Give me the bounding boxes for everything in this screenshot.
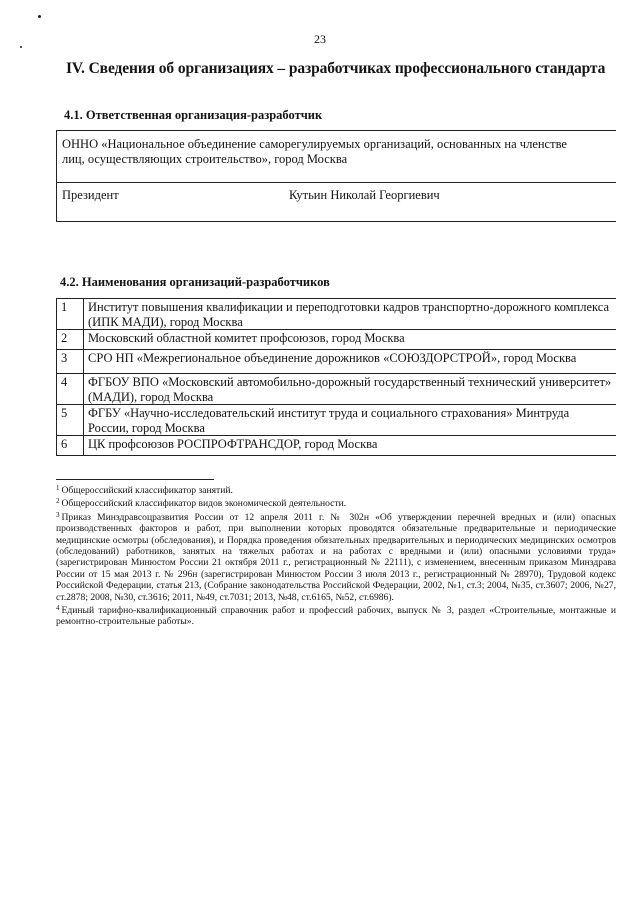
footnote-mark: 4 xyxy=(56,604,60,613)
org-name: ФГБОУ ВПО «Московский автомобильно-дорожный государственный технический университет» (МАДИ), город Москва xyxy=(84,374,617,405)
org-name: ФГБУ «Научно-исследовательский институт труда и социального страхования» Минтруда России, город Москва xyxy=(84,405,617,436)
table-row xyxy=(57,374,617,405)
row-number: 6 xyxy=(57,436,84,456)
president-name: Кутьин Николай Георгиевич xyxy=(289,188,440,202)
row-number: 5 xyxy=(57,405,84,436)
org-name: СРО НП «Межрегиональное объединение дорожников «СОЮЗДОРСТРОЙ», город Москва xyxy=(84,350,617,374)
org-name: ЦК профсоюзов РОСПРОФТРАНСДОР, город Москва xyxy=(84,436,617,456)
row-number: 4 xyxy=(57,374,84,405)
table-row xyxy=(57,299,617,330)
developers-heading: 4.2. Наименования организаций-разработчиков xyxy=(60,275,330,289)
org-name: Московский областной комитет профсоюзов, город Москва xyxy=(84,330,617,350)
section-title: IV. Сведения об организациях – разработчиках профессионального стандарта xyxy=(66,60,606,77)
scan-speck xyxy=(38,15,41,18)
page-number: 23 xyxy=(314,32,326,46)
row-number: 2 xyxy=(57,330,84,350)
table-row xyxy=(57,330,617,350)
footnote-text: Общероссийский классификатор видов экономической деятельности. xyxy=(61,498,347,510)
footnote xyxy=(56,483,616,496)
footnote-separator xyxy=(56,479,214,480)
footnote-text: Приказ Минздравсоцразвития России от 12 апреля 2011 г. № 302н «Об утверждении перечней вредных и (или) опасных производственных факторов и работ, при выполнении которых проводятся обязательные предварительные и периодические медицинские осмотры (обследования), и Порядка проведения обязательных предварительных и периодических медицинских осмотров (обследований) работников, занятых на тяжелых работах и на работах с вредными и (или) опасными условиями труда» (зарегистрирован Минюстом России 21 октября 2011 г., регистрационный № 22111), с изменением, внесенным приказом Минздрава России от 15 мая 2013 г. № 296н (зарегистрирован Минюстом России 3 июля 2013 г., регистрационный № 28970), Трудовой кодекс Российской Федерации, статья 213, (Собрание законодательства Российской Федерации, 2002, №1, ст.3; 2004, №35, ст.3607; 2006, №27, ст.2878; 2008, №30, ст.3616; 2011, №49, ст.7031; 2013, №48, ст.6165, №52, ст.6986). xyxy=(56,511,616,603)
footnote-mark: 2 xyxy=(56,497,60,506)
footnotes xyxy=(56,483,616,628)
responsible-org-name: ОННО «Национальное объединение саморегулируемых организаций, основанных на членстве лиц, осуществляющих строительство», город Москва xyxy=(57,131,616,183)
responsible-heading: 4.1. Ответственная организация-разработчик xyxy=(64,108,323,122)
footnote-mark: 3 xyxy=(56,510,60,519)
footnote xyxy=(56,603,616,628)
developers-table xyxy=(56,298,616,456)
footnote-text: Единый тарифно-квалификационный справочник работ и профессий рабочих, выпуск № 3, раздел «Строительные, монтажные и ремонтно-строительные работы». xyxy=(56,605,616,628)
footnote xyxy=(56,510,616,603)
footnote-text: Общероссийский классификатор занятий. xyxy=(61,485,233,496)
footnote-mark: 1 xyxy=(56,484,60,492)
row-number: 3 xyxy=(57,350,84,374)
president-row xyxy=(57,183,616,221)
footnote xyxy=(56,496,616,509)
responsible-org-table xyxy=(56,130,616,222)
president-position: Президент xyxy=(62,188,119,202)
org-name: Институт повышения квалификации и переподготовки кадров транспортно-дорожного комплекса (ИПК МАДИ), город Москва xyxy=(84,299,617,330)
table-row xyxy=(57,350,617,374)
table-row xyxy=(57,436,617,456)
table-row xyxy=(57,405,617,436)
row-number: 1 xyxy=(57,299,84,330)
